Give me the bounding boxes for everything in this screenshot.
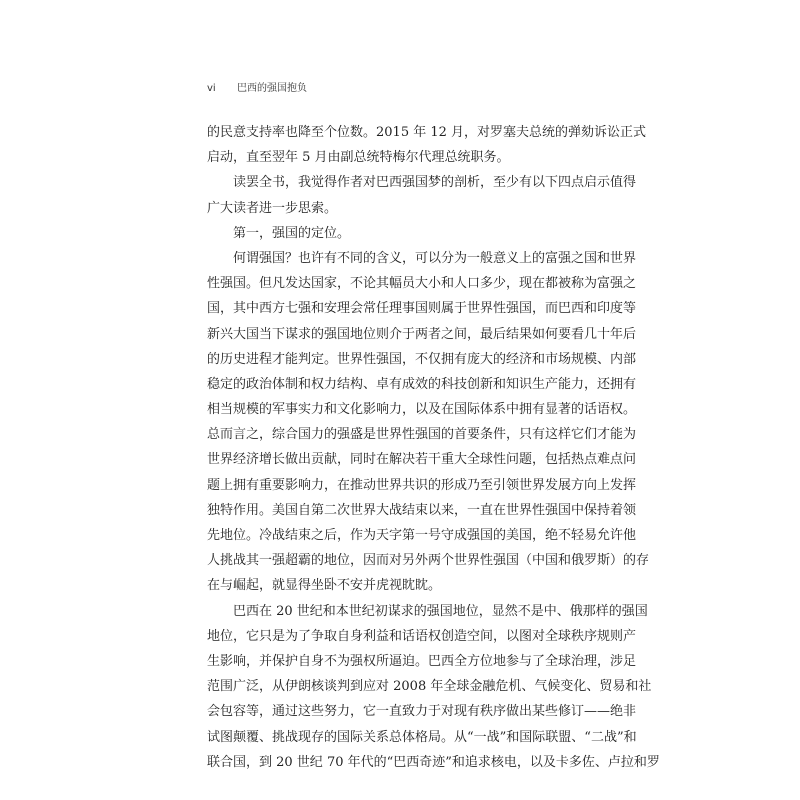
text-line: 人挑战其一强超霸的地位，因而对另外两个世界性强国（中国和俄罗斯）的存 bbox=[207, 553, 650, 569]
text-line: 总而言之，综合国力的强盛是世界性强国的首要条件，只有这样它们才能为 bbox=[207, 427, 637, 443]
text-line: 的历史进程才能判定。世界性强国，不仅拥有庞大的经济和市场规模、内部 bbox=[207, 351, 637, 367]
text-line: 在与崛起，就显得坐卧不安并虎视眈眈。 bbox=[207, 578, 442, 594]
text-line: 何谓强国？也许有不同的含义，可以分为一般意义上的富强之国和世界 bbox=[207, 250, 637, 266]
text-line: 生影响，并保护自身不为强权所逼迫。巴西全方位地参与了全球治理，涉足 bbox=[207, 653, 637, 669]
text-line: 题上拥有重要影响力，在推动世界共识的形成乃至引领世界发展方向上发挥 bbox=[207, 477, 637, 493]
text-line: 性强国。但凡发达国家，不论其幅员大小和人口多少，现在都被称为富强之 bbox=[207, 276, 637, 292]
text-line: 先地位。冷战结束之后，作为天字第一号守成强国的美国，绝不轻易允许他 bbox=[207, 528, 637, 543]
text-line: 第一，强国的定位。 bbox=[207, 225, 351, 241]
text-line: 读罢全书，我觉得作者对巴西强国梦的剖析，至少有以下四点启示值得 bbox=[207, 175, 637, 191]
running-header bbox=[207, 79, 307, 94]
text-line: 相当规模的军事实力和文化影响力，以及在国际体系中拥有显著的话语权。 bbox=[207, 402, 637, 418]
text-line: 巴西在 20 世纪和本世纪初谋求的强国地位，显然不是中、俄那样的强国 bbox=[207, 603, 648, 619]
text-line: 启动，直至翌年 5 月由副总统特梅尔代理总统职务。 bbox=[207, 150, 510, 166]
text-line: 广大读者进一步思索。 bbox=[207, 200, 338, 216]
page-number: vi bbox=[207, 83, 216, 94]
body-text bbox=[207, 120, 660, 775]
text-line: 的民意支持率也降至个位数。2015 年 12 月，对罗塞夫总统的弹劾诉讼正式 bbox=[207, 125, 647, 140]
text-line: 新兴大国当下谋求的强国地位则介于两者之间，最后结果如何要看几十年后 bbox=[207, 326, 637, 342]
text-line: 稳定的政治体制和权力结构、卓有成效的科技创新和知识生产能力，还拥有 bbox=[207, 376, 637, 392]
text-line: 联合国，到 20 世纪 70 年代的“巴西奇迹”和追求核电，以及卡多佐、卢拉和罗 bbox=[207, 754, 660, 770]
text-line: 会包容等，通过这些努力，它一直致力于对现有秩序做出某些修订——绝非 bbox=[207, 704, 637, 720]
text-line: 世界经济增长做出贡献，同时在解决若干重大全球性问题，包括热点难点问 bbox=[207, 452, 637, 468]
book-title: 巴西的强国抱负 bbox=[237, 83, 307, 94]
text-line: 独特作用。美国自第二次世界大战结束以来，一直在世界性强国中保持着领 bbox=[207, 502, 637, 518]
text-line: 地位，它只是为了争取自身利益和话语权创造空间，以图对全球秩序规则产 bbox=[207, 628, 637, 644]
text-line: 范围广泛，从伊朗核谈判到应对 2008 年全球金融危机、气候变化、贸易和社 bbox=[207, 679, 652, 695]
text-line: 试图颠覆、挑战现存的国际关系总体格局。从“一战”和国际联盟、“二战”和 bbox=[207, 729, 637, 745]
text-line: 国，其中西方七强和安理会常任理事国则属于世界性强国，而巴西和印度等 bbox=[207, 301, 637, 317]
